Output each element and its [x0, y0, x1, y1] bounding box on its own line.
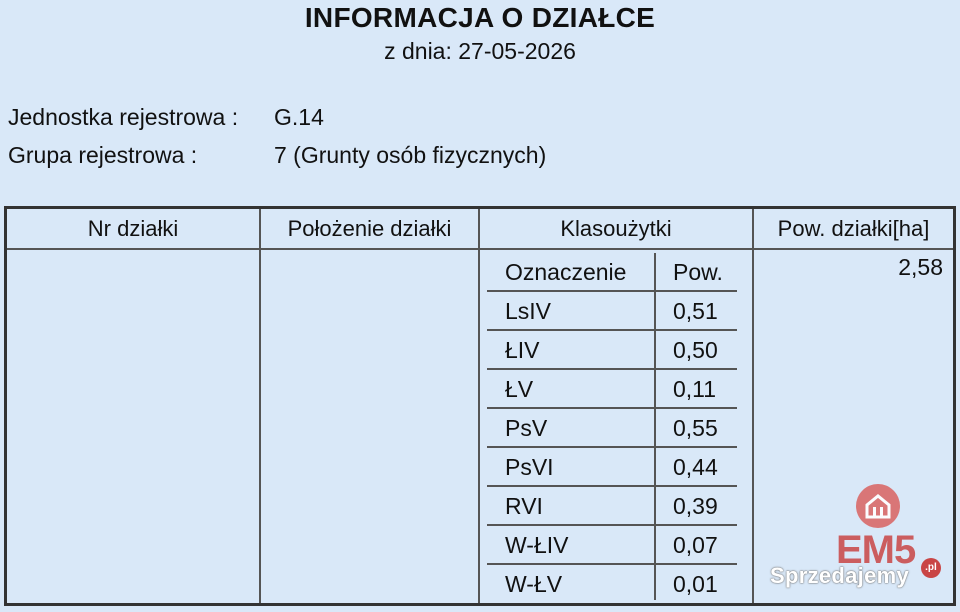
- table-row: [487, 409, 737, 448]
- house-logo-icon: [856, 484, 900, 528]
- column-divider: [752, 209, 754, 603]
- subheader-pow: Pow.: [673, 259, 723, 285]
- pow-cell: 0,50: [673, 337, 718, 363]
- header-klasouzytki: Klasoużytki: [560, 216, 672, 241]
- jednostka-row: [8, 104, 324, 131]
- oznaczenie-cell: LsIV: [505, 298, 552, 324]
- house-logo-icon: [856, 484, 900, 528]
- header-pow-dzialki: Pow. działki[ha]: [777, 216, 930, 241]
- oznaczenie-cell: PsVI: [505, 454, 554, 480]
- pow-cell: 0,39: [673, 493, 718, 519]
- grupa-label: Grupa rejestrowa :: [8, 142, 198, 168]
- document-date: z dnia: 27-05-2026: [384, 38, 576, 64]
- pow-cell: 0,51: [673, 298, 718, 324]
- table-row: [487, 526, 737, 565]
- jednostka-value: G.14: [274, 104, 324, 130]
- header-nr-dzialki: Nr działki: [87, 216, 179, 241]
- table-row: [487, 331, 737, 370]
- header-polozenie: Położenie działki: [287, 216, 452, 241]
- pow-cell: 0,01: [673, 571, 718, 597]
- oznaczenie-cell: W-ŁIV: [505, 532, 569, 558]
- subtable-header: [487, 253, 737, 292]
- watermark-domain-badge: .pl: [921, 558, 941, 578]
- table-row: [487, 292, 737, 331]
- parcel-table: [4, 206, 956, 606]
- watermark-site: Sprzedajemy: [770, 563, 910, 588]
- table-row: [487, 370, 737, 409]
- table-row: [487, 487, 737, 526]
- subheader-oznaczenie: Oznaczenie: [505, 259, 627, 285]
- column-divider: [259, 209, 261, 603]
- oznaczenie-cell: ŁIV: [505, 337, 540, 363]
- pow-cell: 0,55: [673, 415, 718, 441]
- pow-cell: 0,07: [673, 532, 718, 558]
- watermark-brand: EM5: [836, 528, 916, 572]
- oznaczenie-cell: W-ŁV: [505, 571, 563, 597]
- column-divider: [478, 209, 480, 603]
- jednostka-label: Jednostka rejestrowa :: [8, 104, 239, 130]
- grupa-row: [8, 142, 547, 169]
- table-row: [487, 565, 737, 604]
- table-row: [487, 448, 737, 487]
- oznaczenie-cell: RVI: [505, 493, 543, 519]
- oznaczenie-cell: ŁV: [505, 376, 534, 402]
- pow-cell: 0,44: [673, 454, 718, 480]
- total-area-value: 2,58: [898, 254, 943, 280]
- klasouzytki-subtable: [487, 253, 737, 604]
- oznaczenie-cell: PsV: [505, 415, 548, 441]
- grupa-value: 7 (Grunty osób fizycznych): [274, 142, 547, 168]
- document-title: INFORMACJA O DZIAŁCE: [304, 2, 656, 33]
- pow-cell: 0,11: [673, 376, 717, 402]
